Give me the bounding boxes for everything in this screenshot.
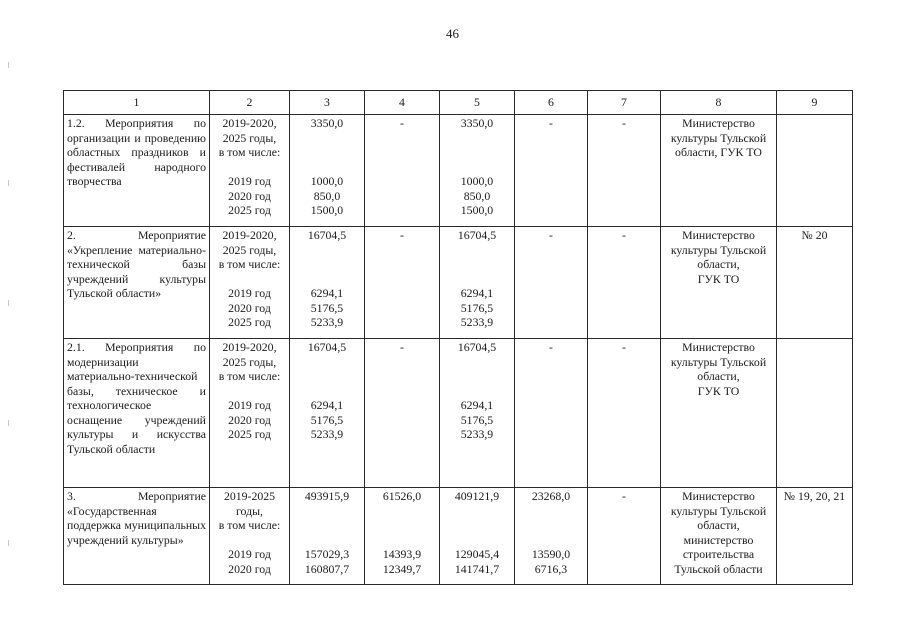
responsible-line: Тульской области: [674, 561, 763, 576]
value-cell-c7: [588, 115, 661, 227]
spacer: [368, 518, 436, 533]
value-cell-c4: [365, 115, 440, 227]
year-label: 2019 год: [228, 174, 271, 188]
spacer: [443, 369, 511, 384]
period-lines: [213, 116, 286, 218]
value: 5176,5: [310, 300, 344, 315]
page-number: 46: [446, 26, 459, 41]
period-line: в том числе:: [218, 369, 281, 383]
value-list: [518, 340, 584, 355]
value: 6294,1: [460, 286, 494, 300]
responsible-line: ГУК ТО: [697, 271, 740, 286]
margin-mark: [8, 540, 9, 546]
table-row: [64, 488, 853, 585]
activity-name: 2. Мероприятие «Укрепление материально-технической базы учреждений культуры Тульской области»: [67, 228, 206, 300]
value-cell-c4: [365, 488, 440, 585]
responsible-line: Министерство: [682, 116, 755, 130]
value-list: [293, 340, 361, 441]
value-cell-c6: [515, 115, 588, 227]
value: 5176,5: [460, 412, 494, 427]
value: 16704,5: [457, 228, 497, 242]
value: -: [622, 228, 626, 242]
period-line: в том числе:: [218, 518, 281, 532]
period-line: 2025 годы,: [222, 242, 277, 257]
value: 16704,5: [307, 228, 347, 242]
period-cell: [210, 339, 290, 488]
responsible-line: министерство: [683, 532, 754, 547]
value-list: [591, 228, 657, 243]
responsible-cell: [661, 488, 777, 585]
spacer: [443, 384, 511, 399]
responsible-cell: [661, 227, 777, 339]
spacer: [213, 384, 286, 399]
responsible-line: области, ГУК ТО: [675, 145, 762, 159]
spacer: [443, 518, 511, 533]
spacer: [518, 518, 584, 533]
value: -: [622, 340, 626, 354]
value-cell-c3: [290, 339, 365, 488]
column-header-9: 9: [777, 91, 853, 115]
value: 850,0: [313, 188, 341, 203]
spacer: [213, 533, 286, 548]
value: 850,0: [463, 188, 491, 203]
value: 5176,5: [460, 300, 494, 315]
column-header-7: 7: [588, 91, 661, 115]
column-header-5: 5: [440, 91, 515, 115]
spacer: [293, 131, 361, 146]
period-line: в том числе:: [218, 145, 281, 159]
value-cell-c3: [290, 115, 365, 227]
year-label: 2019 год: [228, 286, 271, 300]
year-label: 2020 год: [228, 561, 271, 576]
value: 5233,9: [460, 427, 494, 441]
value: 1500,0: [460, 203, 494, 217]
table-row: [64, 227, 853, 339]
value-list: [293, 489, 361, 576]
value-cell-c5: [440, 227, 515, 339]
value: 3350,0: [310, 116, 344, 130]
value-list: [368, 116, 436, 131]
margin-mark: [8, 300, 9, 306]
responsible-line: области,: [697, 257, 740, 271]
reference-cell: № 20: [777, 227, 853, 339]
program-table: [63, 90, 853, 585]
value-list: [443, 116, 511, 217]
activity-name-cell: [64, 115, 210, 227]
year-label: 2025 год: [228, 427, 271, 441]
value-cell-c5: [440, 115, 515, 227]
activity-name-cell: [64, 339, 210, 488]
value-cell-c7: [588, 488, 661, 585]
value: 141741,7: [454, 561, 500, 576]
year-label: 2019 год: [228, 547, 271, 561]
period-line: в том числе:: [218, 257, 281, 271]
activity-name-cell: [64, 488, 210, 585]
spacer: [443, 504, 511, 519]
margin-mark: [8, 62, 9, 68]
spacer: [443, 272, 511, 287]
column-header-4: 4: [365, 91, 440, 115]
value-cell-c3: [290, 227, 365, 339]
value-list: [518, 228, 584, 243]
value-list: [591, 489, 657, 504]
value-list: [368, 340, 436, 355]
year-label: 2019 год: [228, 398, 271, 412]
spacer: [443, 145, 511, 160]
value: 1500,0: [310, 203, 344, 217]
value-list: [518, 116, 584, 131]
period-line: годы,: [236, 503, 263, 518]
year-label: 2020 год: [228, 188, 271, 203]
period-line: 2019-2025: [223, 489, 276, 503]
period-lines: [213, 228, 286, 330]
value: 16704,5: [307, 340, 347, 354]
value-list: [293, 228, 361, 329]
value-cell-c4: [365, 227, 440, 339]
value-cell-c5: [440, 488, 515, 585]
value: -: [549, 228, 553, 242]
spacer: [443, 355, 511, 370]
value: 1000,0: [310, 174, 344, 188]
reference-cell: [777, 115, 853, 227]
value-cell-c7: [588, 227, 661, 339]
responsible-line: Министерство: [682, 489, 755, 503]
responsible-line: Министерство: [682, 340, 755, 354]
value-list: [591, 340, 657, 355]
value: 5233,9: [460, 315, 494, 329]
spacer: [368, 533, 436, 548]
value: -: [549, 340, 553, 354]
column-header-8: 8: [661, 91, 777, 115]
margin-mark: [8, 420, 9, 426]
value: -: [400, 340, 404, 354]
spacer: [293, 355, 361, 370]
column-header-3: 3: [290, 91, 365, 115]
period-lines: [213, 340, 286, 442]
responsible-line: Министерство: [682, 228, 755, 242]
value-list: [518, 489, 584, 576]
activity-name: 3. Мероприятие «Государственная поддержка муниципальных учреждений культуры»: [67, 489, 206, 547]
period-line: 2025 годы,: [222, 354, 277, 369]
value: 14393,9: [382, 547, 422, 561]
value: 16704,5: [457, 340, 497, 354]
column-header-6: 6: [515, 91, 588, 115]
spacer: [293, 160, 361, 175]
value: 13590,0: [531, 547, 571, 561]
spacer: [443, 533, 511, 548]
value-cell-c6: [515, 227, 588, 339]
year-label: 2020 год: [228, 412, 271, 427]
spacer: [213, 160, 286, 175]
value: 23268,0: [531, 489, 571, 503]
reference-cell: № 19, 20, 21: [777, 488, 853, 585]
value-cell-c6: [515, 339, 588, 488]
value: 129045,4: [454, 547, 500, 561]
value-list: [443, 340, 511, 441]
spacer: [293, 257, 361, 272]
spacer: [293, 533, 361, 548]
spacer: [293, 145, 361, 160]
value: -: [400, 116, 404, 130]
period-line: 2019-2020,: [222, 228, 277, 242]
value-cell-c4: [365, 339, 440, 488]
period-line: 2019-2020,: [222, 116, 277, 130]
period-cell: [210, 227, 290, 339]
responsible-line: культуры Тульской: [670, 503, 767, 518]
value: -: [549, 116, 553, 130]
table-row: [64, 339, 853, 488]
value-list: [293, 116, 361, 217]
table-body: [64, 115, 853, 585]
table-row: [64, 115, 853, 227]
year-label: 2025 год: [228, 203, 271, 217]
value-list: [368, 228, 436, 243]
value: 6294,1: [460, 398, 494, 412]
value: 5176,5: [310, 412, 344, 427]
spacer: [443, 243, 511, 258]
value-cell-c5: [440, 339, 515, 488]
value-cell-c6: [515, 488, 588, 585]
value: 61526,0: [382, 489, 422, 503]
period-cell: [210, 488, 290, 585]
header-row: [64, 91, 853, 115]
period-line: 2019-2020,: [222, 340, 277, 354]
value: 6716,3: [534, 561, 568, 576]
value-cell-c7: [588, 339, 661, 488]
value: 409121,9: [454, 489, 500, 503]
period-cell: [210, 115, 290, 227]
spacer: [518, 533, 584, 548]
spacer: [518, 504, 584, 519]
value-list: [443, 228, 511, 329]
value-cell-c3: [290, 488, 365, 585]
responsible-line: области,: [697, 518, 740, 532]
value: 3350,0: [460, 116, 494, 130]
value: -: [622, 489, 626, 503]
responsible-line: культуры Тульской: [670, 354, 767, 369]
column-header-1: 1: [64, 91, 210, 115]
value: 5233,9: [310, 315, 344, 329]
period-lines: [213, 489, 286, 576]
value: 493915,9: [304, 489, 350, 503]
spacer: [368, 504, 436, 519]
spacer: [293, 243, 361, 258]
value: 1000,0: [460, 174, 494, 188]
responsible-line: культуры Тульской: [670, 130, 767, 145]
responsible-line: ГУК ТО: [697, 383, 740, 398]
value: 5233,9: [310, 427, 344, 441]
value: 160807,7: [304, 561, 350, 576]
spacer: [293, 384, 361, 399]
spacer: [443, 131, 511, 146]
column-header-2: 2: [210, 91, 290, 115]
responsible-cell: [661, 115, 777, 227]
spacer: [443, 257, 511, 272]
value: -: [400, 228, 404, 242]
activity-name-cell: [64, 227, 210, 339]
value: 157029,3: [304, 547, 350, 561]
responsible-cell: [661, 339, 777, 488]
spacer: [293, 518, 361, 533]
value: 6294,1: [310, 398, 344, 412]
year-label: 2025 год: [228, 315, 271, 329]
year-label: 2020 год: [228, 300, 271, 315]
reference-cell: [777, 339, 853, 488]
period-line: 2025 годы,: [222, 130, 277, 145]
value-list: [368, 489, 436, 576]
value: 6294,1: [310, 286, 344, 300]
activity-name: 1.2. Мероприятия по организации и проведению областных праздников и фестивалей народного творчества: [67, 116, 206, 188]
responsible-line: области,: [697, 369, 740, 383]
value-list: [591, 116, 657, 131]
spacer: [213, 272, 286, 287]
spacer: [443, 160, 511, 175]
responsible-line: культуры Тульской: [670, 242, 767, 257]
spacer: [293, 272, 361, 287]
value: -: [622, 116, 626, 130]
spacer: [293, 504, 361, 519]
value: 12349,7: [382, 561, 422, 576]
margin-mark: [8, 180, 9, 186]
value-list: [443, 489, 511, 576]
activity-name: 2.1. Мероприятия по модернизации материально-технической базы, техническое и технологическое оснащение учреждений культуры и искусства Тульской области: [67, 340, 206, 456]
responsible-line: строительства: [682, 547, 755, 561]
spacer: [293, 369, 361, 384]
